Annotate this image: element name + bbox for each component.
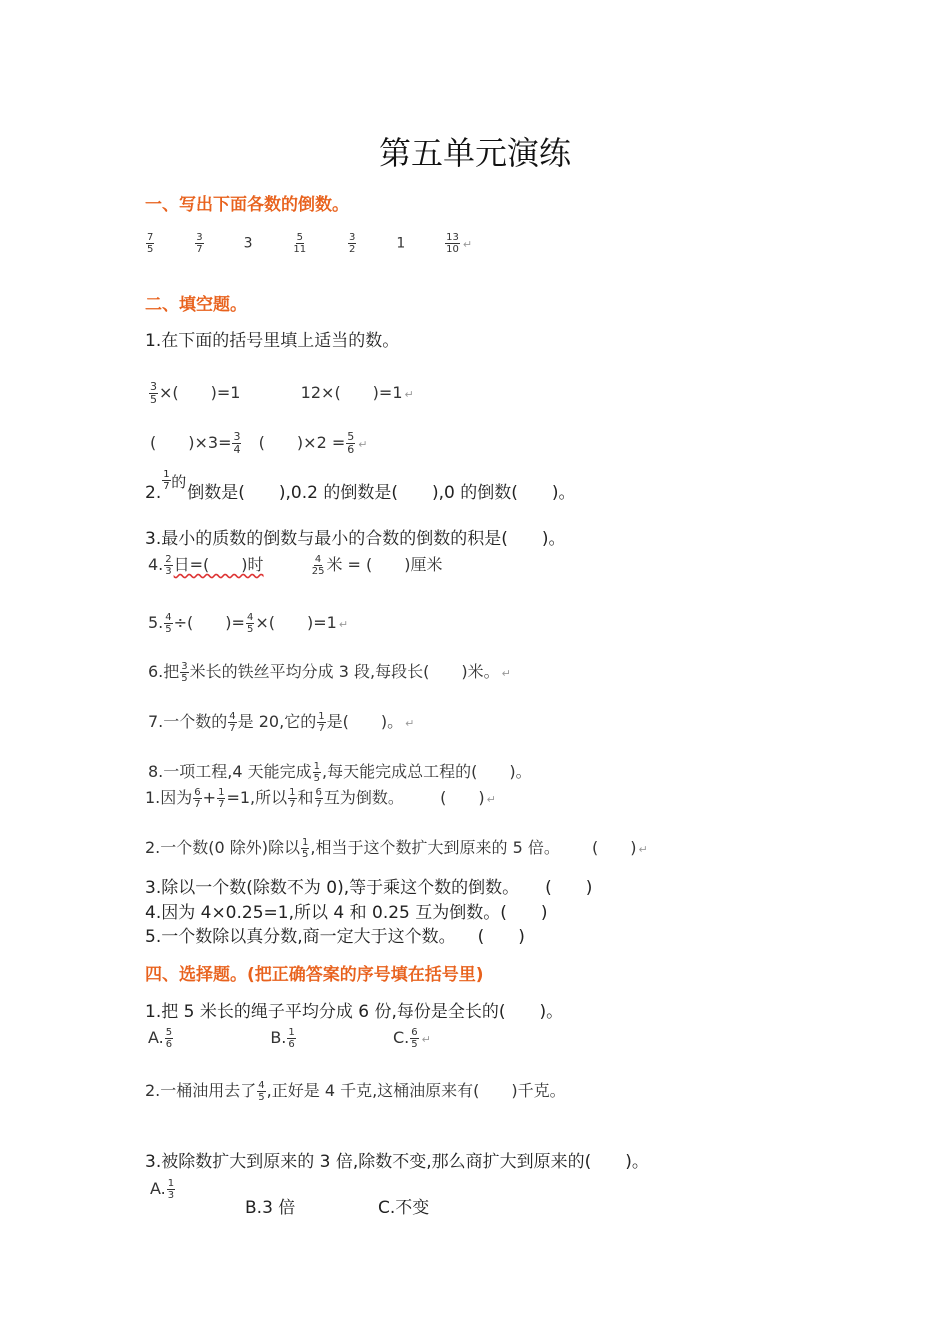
section-4-heading: 四、选择题。(把正确答案的序号填在括号里) [145,965,484,985]
judge-1-blank[interactable]: ( ) [440,788,485,807]
recip-item-5: $\frac{3}{2}$ [349,232,356,255]
question-2-4: 4. $\frac{2}{3}$ 日=( )时 $\frac{4}{25}$ 米 = ( )厘米 [148,554,443,577]
question-2-7: 7.一个数的 $\frac{4}{7}$ 是 20,它的 $\frac{1}{7}$ 是( )。 ↵ [148,711,415,734]
choice-3-option-c[interactable]: C.不变 [378,1198,430,1218]
choice-3-option-b[interactable]: B.3 倍 [245,1198,296,1218]
question-2-5: 5. $\frac{4}{5}$ ÷( )= $\frac{4}{5}$ ×( )=1 ↵ [148,612,349,635]
recip-item-1: $\frac{7}{5}$ [147,232,154,255]
judge-1: 1.因为 $\frac{6}{7}$ + $\frac{1}{7}$ =1,所以 $\frac{1}{7}$ 和 $\frac{6}{7}$ 互为倒数。 ( ) ↵ [145,787,496,810]
question-2-1: 1.在下面的括号里填上适当的数。 [145,331,400,351]
recip-item-2: $\frac{3}{7}$ [196,232,203,255]
choice-1-option-b[interactable]: B. $\frac{1}{6}$ [270,1027,295,1050]
choice-3: 3.被除数扩大到原来的 3 倍,除数不变,那么商扩大到原来的( )。 [145,1152,649,1172]
return-mark-icon: ↵ [486,793,496,806]
question-2-6: 6.把 $\frac{3}{5}$ 米长的铁丝平均分成 3 段,每段长( )米。 ↵ [148,661,511,684]
choice-1-options [148,1027,431,1050]
choice-1-option-c[interactable]: C. $\frac{6}{5}$ [392,1027,418,1050]
judge-3: 3.除以一个数(除数不为 0),等于乘这个数的倒数。 ( ) [145,878,593,898]
judge-2-blank[interactable]: ( ) [592,838,637,857]
page-title: 第五单元演练 [378,134,571,172]
recip-item-7: $\frac{13}{10}$ [446,232,459,255]
return-mark-icon: ↵ [338,618,349,631]
question-2-1-row-a: $\frac{3}{5}$ ×( )=1 12×( )=1 ↵ [150,380,414,406]
question-2-2: 2. $\frac{1}{7}$ 的 倒数是( ),0.2 的倒数是( ),0 的倒数( )。 [145,469,576,503]
section-2-heading: 二、填空题。 [145,295,247,315]
choice-1: 1.把 5 米长的绳子平均分成 6 份,每份是全长的( )。 [145,1002,564,1022]
choice-1-option-a[interactable]: A. $\frac{5}{6}$ [148,1027,173,1050]
return-mark-icon: ↵ [358,438,368,451]
return-mark-icon: ↵ [638,843,648,856]
recip-item-3: 3 [243,235,253,252]
section-1-heading: 一、写出下面各数的倒数。 [145,195,349,215]
return-mark-icon: ↵ [421,1033,431,1046]
choice-2: 2.一桶油用去了 $\frac{4}{5}$ ,正好是 4 千克,这桶油原来有( )千克。 [145,1080,566,1103]
recip-item-6: 1 [396,235,406,252]
return-mark-icon: ↵ [462,237,473,251]
judge-2: 2.一个数(0 除外)除以 $\frac{1}{5}$ ,相当于这个数扩大到原来的 5 倍。 ( ) ↵ [145,837,648,860]
judge-3-blank[interactable]: ( ) [545,878,593,898]
question-2-8: 8.一项工程,4 天能完成 $\frac{1}{5}$ ,每天能完成总工程的( )。 [148,761,532,784]
recip-item-4: $\frac{5}{11}$ [293,232,307,255]
judge-5-blank[interactable]: ( ) [477,927,525,947]
question-2-1-row-b: ( )×3= $\frac{3}{4}$ ( )×2 = $\frac{5}{6}$ ↵ [150,430,368,456]
judge-4-blank[interactable]: ( ) [500,903,548,923]
question-2-3: 3.最小的质数的倒数与最小的合数的倒数的积是( )。 [145,529,566,549]
return-mark-icon: ↵ [404,388,414,401]
choice-3-option-a[interactable]: A. $\frac{1}{3}$ [150,1178,175,1201]
return-mark-icon: ↵ [501,667,511,680]
return-mark-icon: ↵ [405,717,415,730]
judge-4: 4.因为 4×0.25=1,所以 4 和 0.25 互为倒数。( ) [145,903,548,923]
reciprocal-list [145,232,472,255]
judge-5: 5.一个数除以真分数,商一定大于这个数。 ( ) [145,927,525,947]
